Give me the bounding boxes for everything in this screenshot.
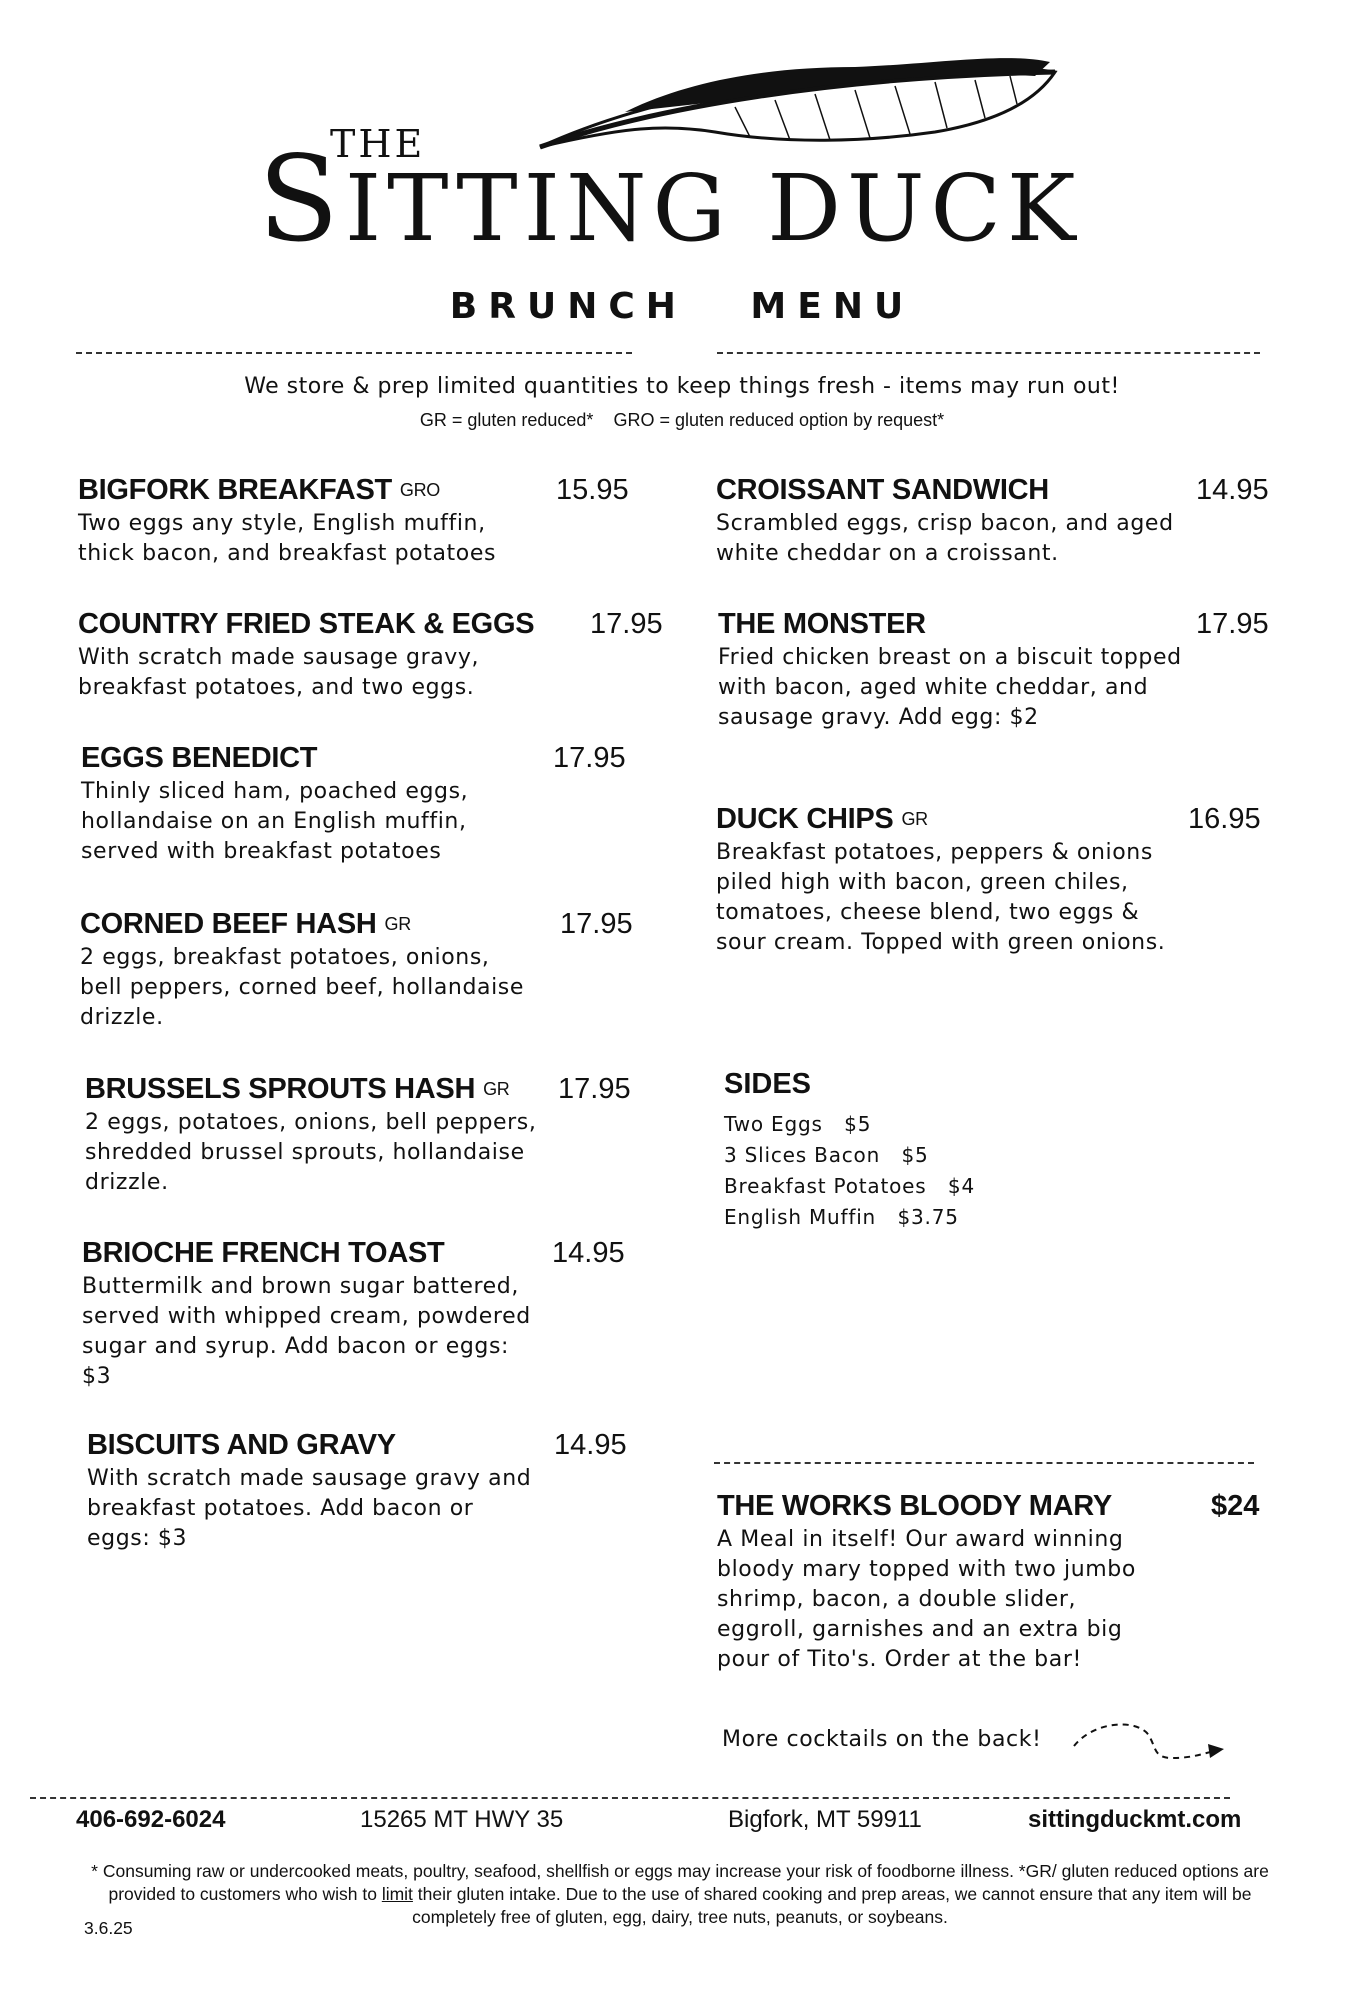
- disclaimer: [80, 1860, 1280, 1929]
- divider: [714, 1462, 1254, 1464]
- sides-title: SIDES: [724, 1068, 812, 1100]
- item-price: 17.95: [1196, 608, 1269, 640]
- logo-the: THE: [330, 122, 426, 166]
- menu-item: [78, 474, 638, 569]
- divider: [76, 352, 632, 354]
- gluten-tag: GR: [483, 1079, 510, 1099]
- menu-item: [716, 474, 1276, 569]
- side-item: Two Eggs $5: [724, 1112, 872, 1136]
- bloody-mary-item: [717, 1490, 1267, 1675]
- item-name: [78, 608, 638, 641]
- city: Bigfork, MT 59911: [728, 1806, 922, 1833]
- gluten-legend: GR = gluten reduced* GRO = gluten reduced option by request*: [419, 410, 945, 430]
- menu-item: [87, 1429, 647, 1554]
- item-name: [718, 608, 1278, 641]
- menu-item: [81, 742, 641, 867]
- website-link[interactable]: sittingduckmt.com: [1028, 1806, 1242, 1833]
- item-description: Scrambled eggs, crisp bacon, and aged white cheddar on a croissant.: [716, 511, 1174, 566]
- item-name: [78, 474, 638, 507]
- item-price: 17.95: [560, 908, 633, 940]
- menu-item: [80, 908, 640, 1033]
- page-title: BRUNCH MENU: [449, 286, 915, 327]
- item-name-text: BRIOCHE FRENCH TOAST: [82, 1237, 445, 1269]
- item-description: Two eggs any style, English muffin, thick bacon, and breakfast potatoes: [78, 511, 497, 566]
- item-name: THE WORKS BLOODY MARY: [717, 1490, 1112, 1522]
- item-description: With scratch made sausage gravy, breakfast potatoes, and two eggs.: [78, 645, 480, 700]
- item-name: [716, 474, 1276, 507]
- item-name-text: DUCK CHIPS: [716, 803, 894, 835]
- item-description: Buttermilk and brown sugar battered, served with whipped cream, powdered sugar and syrup. Add bacon or eggs: $3: [82, 1274, 531, 1389]
- item-price: 17.95: [590, 608, 663, 640]
- item-price: 16.95: [1188, 803, 1261, 835]
- disclaimer-text: * Consuming raw or undercooked meats, poultry, seafood, shellfish or eggs may increase your risk of foodborne illness. *GR/ gluten reduced options are provided to customers who wish to: [91, 1861, 1269, 1904]
- sides-section: [724, 1068, 975, 1233]
- menu-item: [716, 803, 1276, 958]
- item-price: 14.95: [552, 1237, 625, 1269]
- item-price: 17.95: [558, 1073, 631, 1105]
- item-description: Fried chicken breast on a biscuit topped with bacon, aged white cheddar, and sausage gravy. Add egg: $2: [718, 645, 1182, 730]
- menu-date: 3.6.25: [84, 1918, 133, 1938]
- notice: We store & prep limited quantities to keep things fresh - items may run out!: [244, 374, 1120, 399]
- item-name: [80, 908, 640, 941]
- item-description: A Meal in itself! Our award winning bloody mary topped with two jumbo shrimp, bacon, a double slider, eggroll, garnishes and an extra big pour of Tito's. Order at the bar!: [717, 1527, 1136, 1672]
- side-item: English Muffin $3.75: [724, 1205, 959, 1229]
- item-name-text: COUNTRY FRIED STEAK & EGGS: [78, 608, 535, 640]
- item-price: 17.95: [553, 742, 626, 774]
- item-description: Thinly sliced ham, poached eggs, hollandaise on an English muffin, served with breakfast potatoes: [81, 779, 469, 864]
- logo-initial: S: [258, 130, 345, 268]
- item-description: With scratch made sausage gravy and breakfast potatoes. Add bacon or eggs: $3: [87, 1466, 532, 1551]
- footer-divider: [30, 1797, 1230, 1799]
- item-name-text: EGGS BENEDICT: [81, 742, 318, 774]
- side-item: Breakfast Potatoes $4: [724, 1174, 975, 1198]
- menu-item: [78, 608, 663, 703]
- item-name-text: BRUSSELS SPROUTS HASH: [85, 1073, 476, 1105]
- item-price: 14.95: [554, 1429, 627, 1461]
- item-description: Breakfast potatoes, peppers & onions piled high with bacon, green chiles, tomatoes, cheese blend, two eggs & sour cream. Topped with green onions.: [716, 840, 1166, 955]
- item-price: 15.95: [556, 474, 629, 506]
- item-name-text: BIGFORK BREAKFAST: [78, 474, 392, 506]
- item-price: $24: [1211, 1490, 1260, 1522]
- logo-rest: ITTING DUCK: [344, 155, 1082, 262]
- menu-item: [85, 1073, 645, 1198]
- logo-name: [258, 130, 1082, 268]
- side-item: 3 Slices Bacon $5: [724, 1143, 929, 1167]
- address: 15265 MT HWY 35: [360, 1806, 564, 1833]
- disclaimer-text: their gluten intake. Due to the use of shared cooking and prep areas, we cannot ensure that any item will be completely free of gluten, egg, dairy, tree nuts, peanuts, or soybeans.: [412, 1884, 1252, 1927]
- disclaimer-underlined: limit: [381, 1884, 413, 1904]
- item-description: 2 eggs, potatoes, onions, bell peppers, shredded brussel sprouts, hollandaise drizzle.: [85, 1110, 537, 1195]
- item-description: 2 eggs, breakfast potatoes, onions, bell peppers, corned beef, hollandaise drizzle.: [80, 945, 525, 1030]
- gluten-tag: GRO: [399, 480, 441, 500]
- item-name-text: BISCUITS AND GRAVY: [87, 1429, 396, 1461]
- phone-number[interactable]: 406-692-6024: [76, 1806, 226, 1833]
- more-cocktails-note: More cocktails on the back!: [722, 1727, 1042, 1752]
- menu-item: [718, 608, 1278, 733]
- gluten-tag: GR: [384, 914, 411, 934]
- item-price: 14.95: [1196, 474, 1269, 506]
- dashed-arrow-icon: [1072, 1718, 1232, 1768]
- item-name-text: CROISSANT SANDWICH: [716, 474, 1049, 506]
- item-name-text: THE MONSTER: [718, 608, 926, 640]
- menu-item: [82, 1237, 642, 1392]
- divider: [717, 352, 1260, 354]
- item-name-text: CORNED BEEF HASH: [80, 908, 377, 940]
- gluten-tag: GR: [901, 809, 928, 829]
